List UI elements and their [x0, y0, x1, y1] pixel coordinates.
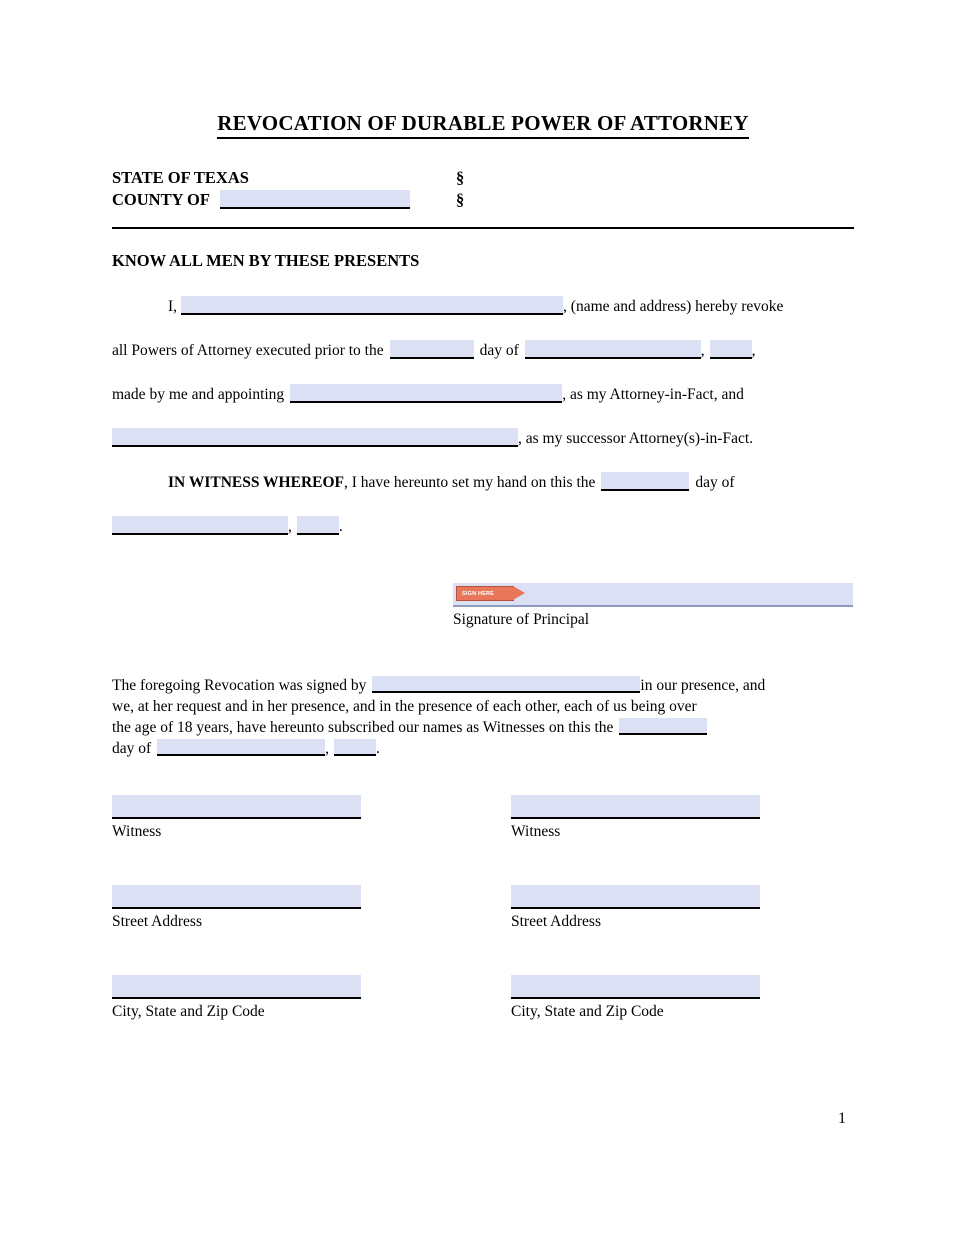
witness-1-street-label: Street Address [112, 913, 202, 931]
witness-1-name-group [112, 795, 361, 842]
attestation-line-4-comma: , [325, 740, 330, 758]
revoke-line-4 [112, 417, 854, 461]
attestation-signer-field[interactable] [372, 676, 640, 693]
sign-here-arrow-icon [513, 586, 525, 600]
witness-whereof-day-field[interactable] [601, 472, 689, 491]
witness-whereof-rest: , I have hereunto set my hand on this the [344, 474, 596, 492]
revoke-line-2-mid: day of [479, 342, 519, 360]
revoke-line-1-pre: I, [168, 298, 178, 316]
witness-whereof-line-1 [112, 461, 854, 505]
name-address-field[interactable] [181, 296, 563, 315]
document-title-text: REVOCATION OF DURABLE POWER OF ATTORNEY [217, 111, 748, 139]
witness-2-street-group [511, 885, 760, 932]
attestation-line-4 [112, 738, 854, 759]
day-field[interactable] [390, 340, 474, 359]
witness-1-street-group [112, 885, 361, 932]
section-symbol-1: § [456, 168, 465, 188]
county-row [112, 189, 854, 211]
revoke-line-3-pre: made by me and appointing [112, 386, 285, 404]
witness-whereof-year-field[interactable] [297, 516, 339, 535]
attestation-line-1 [112, 675, 854, 696]
state-label: STATE OF TEXAS [112, 168, 249, 188]
witness-2-street-label: Street Address [511, 913, 601, 931]
section-symbol-2: § [456, 190, 465, 210]
witness-2-city-group [511, 975, 760, 1022]
revoke-line-4-post: , as my successor Attorney(s)-in-Fact. [518, 430, 754, 448]
document-content [112, 0, 854, 1021]
revoke-line-3 [112, 373, 854, 417]
revoke-line-2-end: , [751, 342, 756, 360]
header-divider [112, 227, 854, 229]
attestation-line-4-pre: day of [112, 740, 152, 758]
witness-1-name-field[interactable] [112, 795, 361, 819]
witness-whereof-period: . [338, 518, 343, 536]
attestation-line-1-post: in our presence, and [640, 677, 766, 695]
witness-column-2 [511, 795, 760, 1065]
in-witness-whereof-label: IN WITNESS WHEREOF [168, 474, 345, 492]
witness-1-city-field[interactable] [112, 975, 361, 999]
attestation-line-4-period: . [376, 740, 380, 758]
witness-2-city-field[interactable] [511, 975, 760, 999]
witness-1-name-label: Witness [112, 823, 162, 841]
witness-1-street-field[interactable] [112, 885, 361, 909]
know-all-men-heading: KNOW ALL MEN BY THESE PRESENTS [112, 251, 420, 271]
witness-whereof-month-field[interactable] [112, 516, 288, 535]
witness-signature-grid [112, 795, 854, 1021]
signature-block [112, 583, 854, 645]
witness-1-city-group [112, 975, 361, 1022]
revoke-line-1-post: , (name and address) hereby revoke [563, 298, 784, 316]
revoke-line-3-post: , as my Attorney-in-Fact, and [562, 386, 744, 404]
attorney-in-fact-field[interactable] [290, 384, 562, 403]
witness-whereof-comma: , [288, 518, 292, 536]
witness-2-name-label: Witness [511, 823, 561, 841]
witness-2-city-label: City, State and Zip Code [511, 1003, 664, 1021]
state-row [112, 167, 854, 189]
witness-whereof-line-2 [112, 505, 854, 549]
attestation-month-field[interactable] [157, 739, 325, 756]
witness-1-city-label: City, State and Zip Code [112, 1003, 265, 1021]
county-field[interactable] [220, 190, 410, 209]
revoke-line-2-comma: , [700, 342, 705, 360]
witness-2-name-field[interactable] [511, 795, 760, 819]
month-field[interactable] [525, 340, 701, 359]
county-label: COUNTY OF [112, 190, 210, 210]
year-field[interactable] [710, 340, 752, 359]
attestation-line-3 [112, 717, 854, 738]
revoke-line-2-pre: all Powers of Attorney executed prior to the [112, 342, 384, 360]
witness-2-name-group [511, 795, 760, 842]
attestation-year-field[interactable] [334, 739, 376, 756]
attestation-day-field[interactable] [619, 718, 707, 735]
witness-whereof-day-of: day of [695, 474, 735, 492]
signature-caption: Signature of Principal [453, 611, 590, 629]
attestation-line-2: we, at her request and in her presence, and in the presence of each other, each of us being over [112, 698, 697, 716]
attestation-paragraph [112, 675, 854, 759]
witness-2-street-field[interactable] [511, 885, 760, 909]
revoke-line-2 [112, 329, 854, 373]
witness-column-1 [112, 795, 361, 1065]
attestation-line-1-pre: The foregoing Revocation was signed by [112, 677, 367, 695]
page-number: 1 [838, 1110, 846, 1127]
sign-here-tag-label: SIGN HERE [462, 590, 495, 597]
attestation-line-3-pre: the age of 18 years, have hereunto subscribed our names as Witnesses on this the [112, 719, 614, 737]
document-title [112, 0, 854, 135]
sign-here-tag-icon[interactable] [456, 586, 514, 601]
revoke-line-1 [112, 285, 854, 329]
successor-attorney-field[interactable] [112, 428, 518, 447]
jurisdiction-block [112, 167, 854, 211]
